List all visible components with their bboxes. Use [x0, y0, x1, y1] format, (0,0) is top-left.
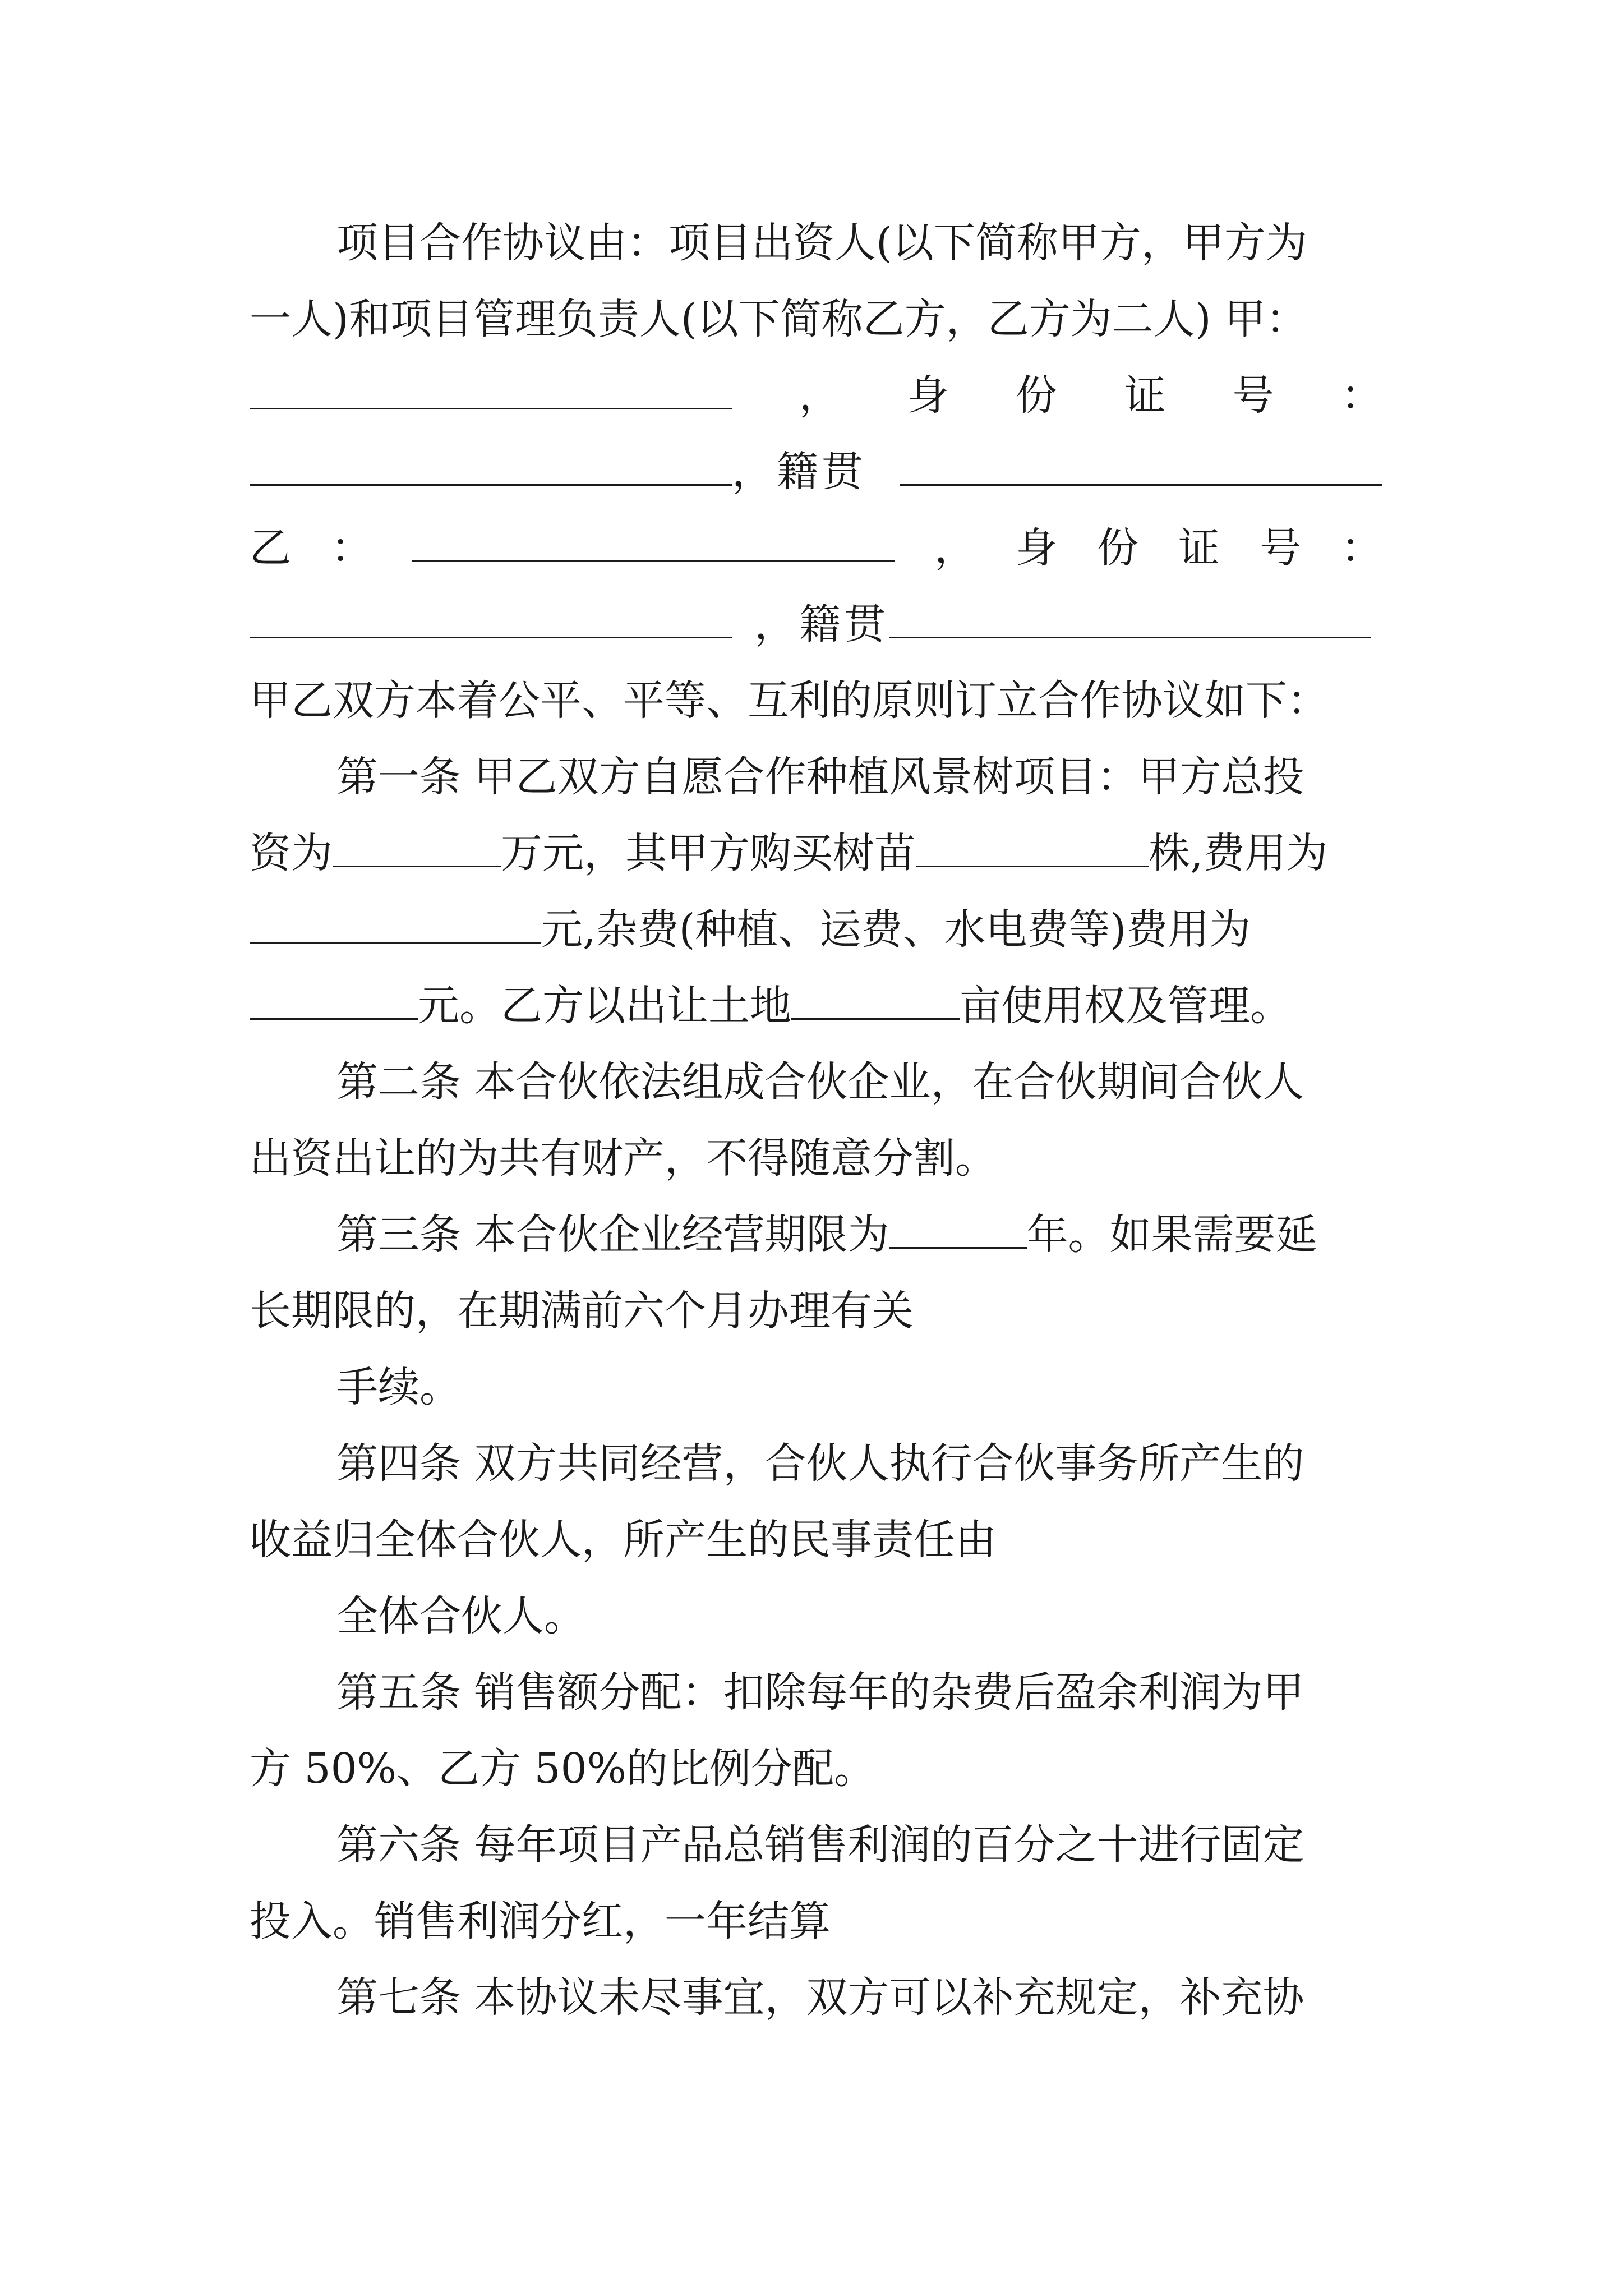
article-4-text-1: 双方共同经营，合伙人执行合伙事务所产生的 [474, 1439, 1304, 1488]
article-5-line-2 [250, 1741, 1382, 1797]
article-2-line-1 [336, 1054, 1382, 1110]
article-5-line-1 [336, 1664, 1382, 1720]
article-1-text-4a: 元。乙方以出让土地 [418, 982, 791, 1030]
id-label-char: ： [1340, 371, 1382, 420]
article-7-text-1: 本协议未尽事宜，双方可以补充规定，补充协 [474, 1973, 1304, 2022]
article-6-text-1: 每年项目产品总销售利润的百分之十进行固定 [474, 1821, 1304, 1869]
party-a-native-label: ，籍贯 [732, 448, 866, 496]
seedling-count-blank[interactable] [916, 826, 1149, 867]
preamble-line [250, 673, 1382, 729]
party-a-native-line [250, 444, 1382, 500]
party-b-native-blank[interactable] [889, 597, 1371, 638]
article-5-heading: 第五条 [336, 1668, 461, 1717]
article-3-text-2: 长期限的，在期满前六个月办理有关 [250, 1287, 914, 1335]
party-b-id-line [250, 520, 1382, 576]
id-label-char: 身 [1016, 524, 1057, 572]
article-1-line-4 [250, 978, 1382, 1034]
article-4-text-2: 收益归全体合伙人，所产生的民事责任由 [250, 1516, 997, 1564]
party-a-native-blank[interactable] [900, 445, 1382, 486]
id-label-char: 证 [1178, 524, 1220, 572]
article-6-line-1 [336, 1817, 1382, 1873]
article-7-line-1 [336, 1970, 1382, 2026]
article-3-text-1a: 本合伙企业经营期限为 [474, 1211, 889, 1259]
preamble-text: 甲乙双方本着公平、平等、互利的原则订立合作协议如下： [250, 677, 1329, 725]
term-years-blank[interactable] [889, 1208, 1027, 1249]
article-5-text-2: 方 50%、乙方 50%的比例分配。 [250, 1745, 875, 1793]
party-b-name-blank[interactable] [412, 521, 895, 562]
article-4-text-3: 全体合伙人。 [336, 1592, 585, 1640]
party-a-name-blank[interactable] [250, 369, 732, 409]
article-3-heading: 第三条 [336, 1211, 461, 1259]
article-2-heading: 第二条 [336, 1058, 461, 1106]
article-1-text-2c: 株,费用为 [1149, 829, 1328, 877]
article-5-text-1: 销售额分配：扣除每年的杂费后盈余利润为甲 [474, 1668, 1304, 1717]
intro-text-1: 项目合作协议由：项目出资人(以下简称甲方，甲方为 [336, 219, 1307, 267]
id-label-char: 份 [1015, 371, 1057, 420]
article-1-text-2a: 资为 [250, 829, 333, 877]
article-1-line-2 [250, 825, 1382, 881]
party-a-id-blank[interactable] [250, 445, 732, 486]
article-7-heading: 第七条 [336, 1973, 461, 2022]
id-label-char: 号 [1260, 524, 1301, 572]
intro-line-2 [250, 291, 1382, 347]
party-b-comma: ， [934, 524, 976, 572]
article-6-text-2: 投入。销售利润分红，一年结算 [250, 1897, 831, 1945]
article-2-line-2 [250, 1130, 1382, 1186]
article-1-text-2b: 万元，其甲方购买树苗 [501, 829, 916, 877]
misc-cost-blank[interactable] [250, 979, 418, 1020]
article-1-text-4b: 亩使用权及管理。 [960, 982, 1292, 1030]
seedling-cost-blank[interactable] [250, 903, 541, 944]
article-3-text-3: 手续。 [336, 1363, 461, 1411]
investment-amount-blank[interactable] [333, 826, 501, 867]
article-4-line-3 [336, 1588, 1382, 1644]
article-4-line-2 [250, 1512, 1382, 1568]
party-b-colon: ： [331, 524, 372, 572]
article-3-text-1b: 年。如果需要延 [1026, 1211, 1317, 1259]
party-b-id-blank[interactable] [250, 597, 732, 638]
article-3-line-1 [336, 1207, 1382, 1263]
article-1-line-1 [336, 749, 1382, 805]
article-3-line-2 [250, 1283, 1382, 1339]
article-1-line-3 [250, 901, 1382, 958]
id-label-char: 证 [1124, 371, 1166, 420]
intro-text-2: 一人)和项目管理负责人(以下简称乙方，乙方为二人) 甲： [250, 295, 1308, 343]
id-label-char: ： [1341, 524, 1382, 572]
article-6-heading: 第六条 [336, 1821, 461, 1869]
id-label-char: 号 [1232, 371, 1274, 420]
article-1-heading: 第一条 [336, 753, 461, 801]
article-4-heading: 第四条 [336, 1439, 461, 1488]
article-3-line-3 [336, 1359, 1382, 1415]
intro-line-1 [336, 215, 1382, 271]
id-label-char: 份 [1097, 524, 1138, 572]
party-b-label: 乙 [250, 524, 291, 572]
article-2-text-2: 出资出让的为共有财产，不得随意分割。 [250, 1134, 997, 1182]
article-1-text-1: 甲乙双方自愿合作种植风景树项目：甲方总投 [474, 753, 1304, 801]
party-b-native-line [250, 596, 1382, 652]
party-b-native-label: ，籍贯 [754, 600, 889, 648]
article-6-line-2 [250, 1893, 1382, 1949]
party-a-id-line [250, 367, 1382, 424]
article-1-text-3: 元,杂费(种植、运费、水电费等)费用为 [541, 905, 1251, 954]
id-label-char: 身 [907, 371, 949, 420]
article-4-line-1 [336, 1435, 1382, 1492]
land-area-blank[interactable] [791, 979, 960, 1020]
party-a-comma: ， [799, 371, 841, 420]
article-2-text-1: 本合伙依法组成合伙企业，在合伙期间合伙人 [474, 1058, 1304, 1106]
